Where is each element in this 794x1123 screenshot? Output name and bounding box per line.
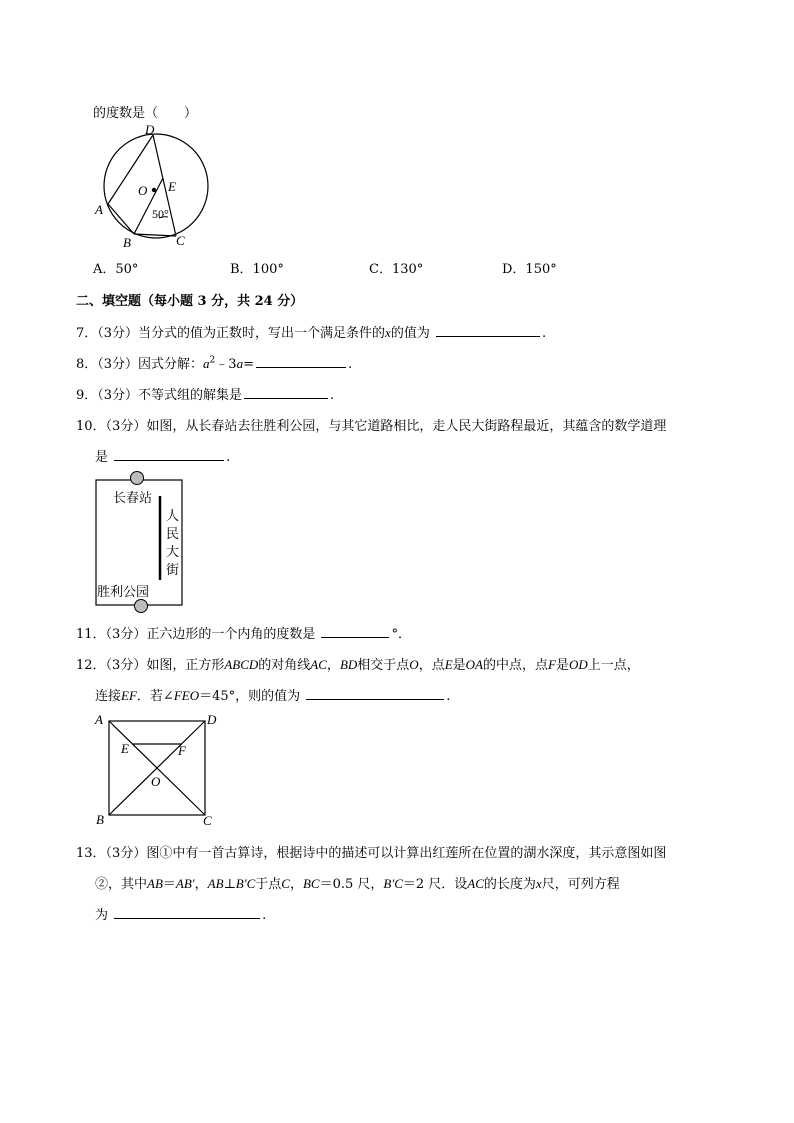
q7	[76, 322, 546, 341]
q12-end: .	[446, 689, 451, 704]
q13-end: .	[262, 908, 267, 923]
label-E: E	[168, 179, 176, 194]
q12-e: E	[444, 657, 453, 672]
q13-eq: ＝	[162, 877, 176, 892]
q12-ef: EF	[121, 688, 137, 703]
q8-mid: ﹣3	[215, 357, 237, 372]
q13-bprime-c: B′C	[235, 876, 256, 891]
q10-answer-blank[interactable]	[114, 448, 224, 461]
q12-text-7: 是	[555, 658, 569, 673]
chord-AB	[108, 204, 134, 234]
q7-var: x	[385, 325, 391, 340]
q8	[76, 353, 352, 372]
q11-answer-blank[interactable]	[321, 625, 389, 638]
q9-end: .	[330, 388, 335, 403]
q6-option-a: A．50°	[93, 262, 139, 277]
q13-ab: AB	[147, 876, 163, 891]
q12-text-1: 12．（3分）如图，正方形	[76, 658, 225, 673]
q12-ac: AC	[310, 657, 327, 672]
q6-option-c: C．130°	[369, 262, 424, 277]
q8-prefix: 8．（3分）因式分解：	[76, 357, 204, 372]
q13-text-i: 于点	[255, 877, 282, 892]
q12-line1	[76, 654, 640, 673]
q13-ab-prime: AB′	[175, 876, 195, 891]
label-C: C	[176, 233, 185, 248]
q12-comma: ，	[326, 658, 340, 673]
q10-end: .	[226, 450, 231, 465]
q8-a: a	[203, 356, 210, 371]
q8-end: .	[347, 357, 353, 372]
q12-text-2: 的对角线	[258, 658, 311, 673]
q13-line3	[95, 904, 266, 923]
q13-answer-blank[interactable]	[114, 906, 260, 919]
q12-feo: FEO	[173, 688, 200, 703]
q12-oa: OA	[465, 657, 484, 672]
park-marker	[135, 600, 148, 613]
q12-l2-text-c: ＝45°，则的值为	[199, 689, 301, 704]
q12-text-6: 的中点，点	[483, 658, 549, 673]
q9-prefix: 9．（3分）不等式组的解集是	[76, 388, 243, 403]
q13-ac: AC	[467, 876, 484, 891]
q12-text-5: 是	[452, 658, 466, 673]
street-char-4: 街	[166, 563, 180, 578]
q13-line1: 13．（3分）图①中有一首古算诗，根据诗中的描述可以计算出红莲所在位置的湖水深度，其示意图如图	[76, 846, 667, 861]
q13-text-q: 的长度为	[483, 877, 536, 892]
q13-line3-text: 为	[95, 908, 109, 923]
q12-abcd: ABCD	[224, 657, 259, 672]
q12-text-4: ，点	[418, 658, 445, 673]
q6-option-d: D．150°	[502, 262, 557, 277]
q13-c: C	[281, 876, 290, 891]
label-D: D	[145, 122, 155, 137]
label-E: E	[121, 741, 129, 756]
q13-bc: BC	[302, 876, 320, 891]
q12-o: O	[409, 657, 419, 672]
q12-od: OD	[569, 657, 588, 672]
label-D: D	[207, 712, 217, 727]
q11-end: °．	[391, 627, 411, 642]
q9-answer-blank[interactable]	[244, 386, 328, 399]
street-char-3: 大	[166, 545, 180, 560]
q8-eq: =	[243, 357, 254, 372]
label-angle: 50°	[152, 207, 169, 221]
street-char-1: 人	[166, 509, 180, 524]
q13-bprime-c-2: B′C	[383, 876, 403, 891]
park-label: 胜利公园	[97, 585, 150, 600]
q13-line2	[95, 873, 620, 892]
q6-option-b: B．100°	[230, 262, 284, 277]
label-C: C	[203, 813, 212, 828]
q12-answer-blank[interactable]	[306, 687, 444, 700]
q7-answer-blank[interactable]	[436, 324, 540, 337]
label-A: A	[95, 202, 103, 217]
label-O: O	[138, 183, 148, 198]
q13-perp: ⊥	[223, 877, 236, 892]
q8-a2: a	[236, 356, 244, 371]
q8-exp: 2	[209, 355, 216, 366]
q12-line2	[95, 685, 450, 704]
q13-text-m: ＝0.5 尺，	[319, 877, 384, 892]
label-A: A	[95, 712, 103, 727]
q6-stem-tail: 的度数是（ ）	[93, 106, 198, 121]
q12-text-8: 上一点，	[587, 658, 640, 673]
q11-prefix: 11．（3分）正六边形的一个内角的度数是	[76, 627, 316, 642]
q7-suffix: 的值为	[390, 326, 430, 341]
station-label: 长春站	[113, 491, 153, 506]
center-dot	[152, 188, 156, 192]
q12-l2-text-b: ．若∠	[136, 689, 174, 704]
q12-text-3: 相交于点	[357, 658, 410, 673]
q10-line2-text: 是	[95, 450, 109, 465]
q12-square-figure	[90, 710, 225, 830]
q13-text-o: ＝2 尺．设	[402, 877, 468, 892]
q7-prefix: 7．（3分）当分式的值为正数时，写出一个满足条件的	[76, 326, 386, 341]
q13-ab-2: AB	[207, 876, 224, 891]
q12-l2-text-a: 连接	[95, 689, 122, 704]
q12-bd: BD	[339, 657, 358, 672]
q13-comma-2: ，	[289, 877, 303, 892]
q13-text-s: 尺，可列方程	[541, 877, 620, 892]
q8-answer-blank[interactable]	[256, 355, 346, 368]
label-O: O	[151, 774, 161, 789]
q11	[76, 623, 411, 642]
q10-line2	[95, 446, 230, 465]
q13-text-a: ②，其中	[95, 877, 148, 892]
label-F: F	[178, 743, 186, 758]
label-B: B	[123, 235, 131, 250]
station-marker	[131, 472, 144, 485]
q7-end: .	[541, 326, 547, 341]
q6-circle-figure	[90, 118, 220, 253]
q12-f: F	[548, 657, 556, 672]
street-label	[166, 508, 179, 580]
q10-line1: 10．（3分）如图，从长春站去往胜利公园，与其它道路相比，走人民大街路程最近，其蕴含的数学道理	[76, 419, 667, 434]
label-B: B	[96, 812, 104, 827]
section-title: 二、填空题（每小题 3 分，共 24 分）	[76, 294, 304, 309]
q9	[76, 384, 334, 403]
q13-x: x	[535, 876, 542, 891]
street-char-2: 民	[166, 527, 180, 542]
q13-comma-1: ，	[194, 877, 208, 892]
